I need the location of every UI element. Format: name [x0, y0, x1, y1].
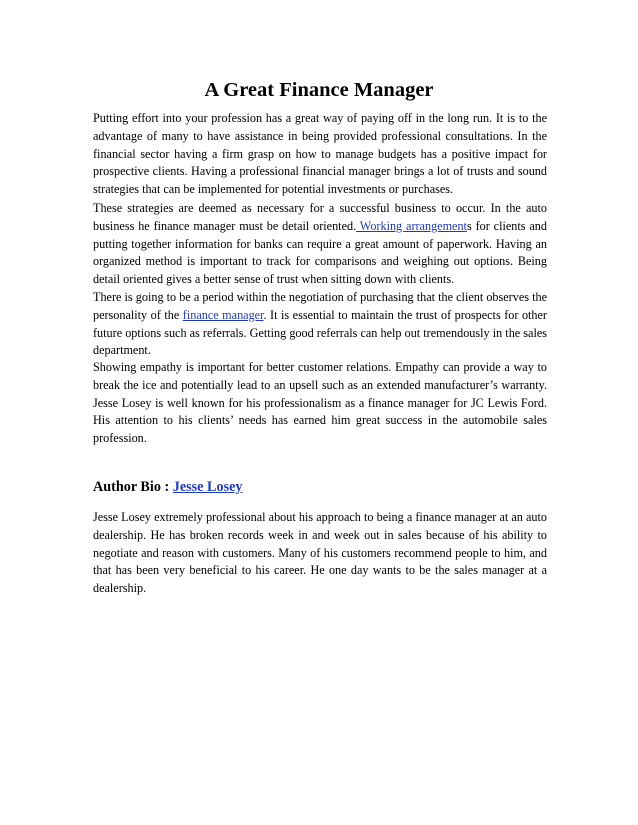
- page-title: A Great Finance Manager: [204, 79, 434, 101]
- paragraph-negotiation: [93, 289, 547, 360]
- author-name-link[interactable]: Jesse Losey: [172, 479, 243, 495]
- paragraph-intro: Putting effort into your profession has a great way of paying off in the long run. It is to the advantage of many to have assistance in being provided professional consultations. In the financial sector having a firm grasp on how to manage budgets has a positive impact for prospective clients. Having a professional financial manager brings a lot of trusts and sound strategies that can be implemented for potential investments or purchases.: [93, 111, 547, 197]
- paragraph-strategies: [93, 200, 547, 289]
- author-bio-heading: [93, 477, 243, 497]
- paragraph-text: These strategies are deemed as necessary for a successful business to occur. In the auto business he finance manager must be detail oriented.: [93, 201, 547, 233]
- paragraph-text: . It is essential to maintain the trust of prospects for other future options such as referrals. Getting good referrals can help out tremendously in the sales department.: [93, 307, 547, 358]
- paragraph-text: s for clients and putting together information for banks can require a great amount of paperwork. Having an organized method is important to track for comparisons and weighing out options. Being detail oriented gives a better sense of trust when sitting down with clients.: [93, 218, 547, 287]
- paragraph-text: There is going to be a period within the negotiation of purchasing that the client observes the personality of the: [93, 290, 547, 322]
- working-arrangement-link[interactable]: Working arrangement: [356, 218, 467, 233]
- paragraph-empathy: Showing empathy is important for better customer relations. Empathy can provide a way to break the ice and potentially lead to an upsell such as an extended manufacturer’s warranty. Jesse Losey is well known for his professionalism as a finance manager for JC Lewis Ford. His attention to his clients’ needs has earned him great success in the automobile sales profession.: [93, 360, 547, 446]
- author-bio-label: Author Bio :: [93, 479, 173, 495]
- author-bio-text: Jesse Losey extremely professional about his approach to being a finance manager at an auto dealership. He has broken records week in and week out in sales because of his ability to negotiate and reason with customers. Many of his customers recommend people to him, and that has been very beneficial to his career. He one day wants to be the sales manager at a dealership.: [93, 510, 547, 596]
- finance-manager-link[interactable]: finance manager: [182, 307, 264, 322]
